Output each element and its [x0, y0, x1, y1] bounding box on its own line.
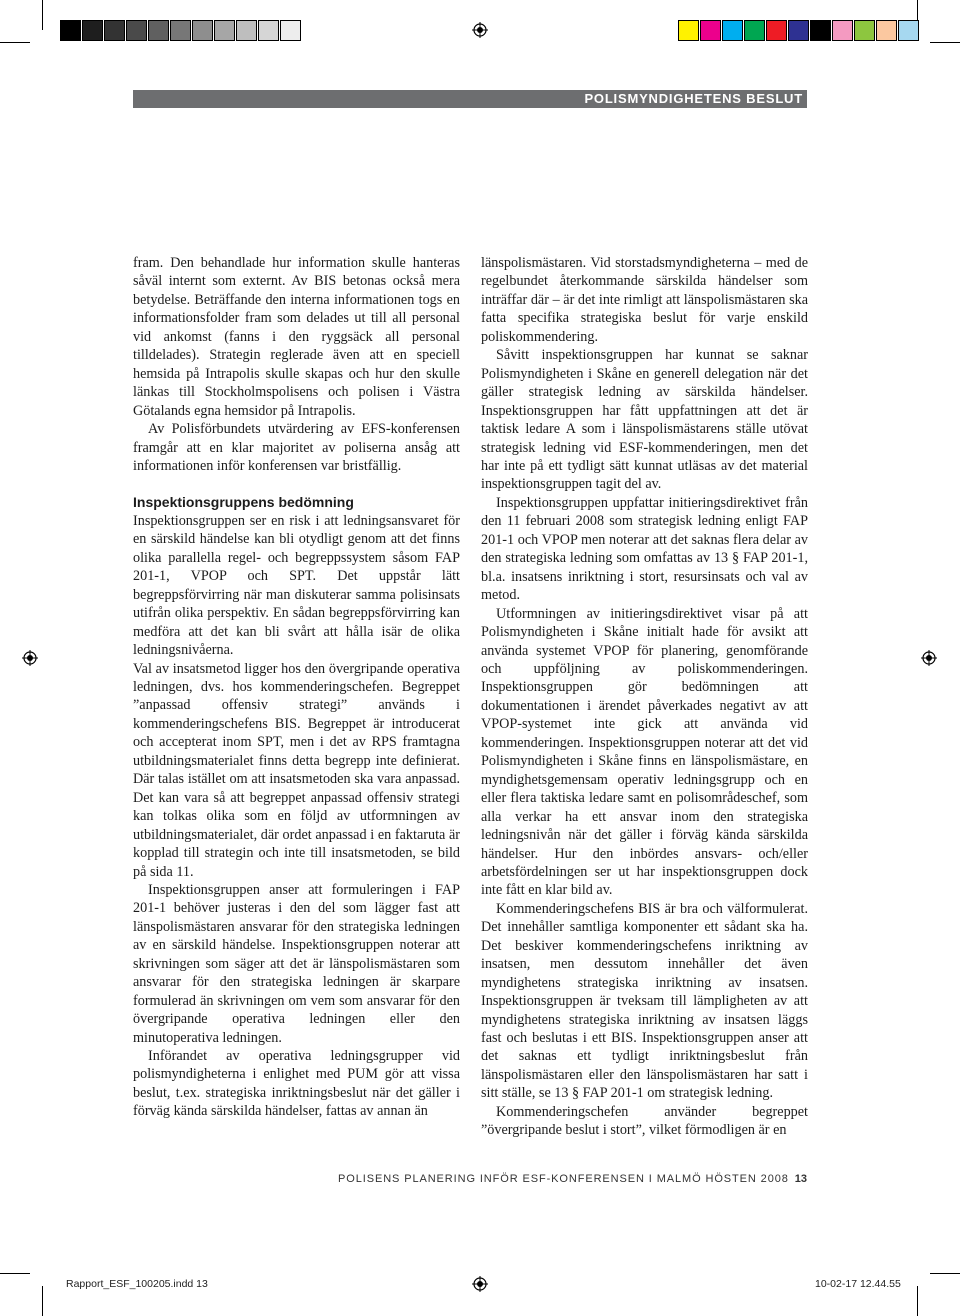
- crop-mark: [42, 0, 43, 30]
- color-swatch: [700, 20, 721, 41]
- crop-mark: [0, 42, 30, 43]
- registration-mark-icon: [472, 22, 488, 38]
- gray-swatch: [104, 20, 125, 41]
- slug-timestamp: 10-02-17 12.44.55: [815, 1278, 901, 1290]
- gray-swatch: [236, 20, 257, 41]
- section-title: POLISMYNDIGHETENS BESLUT: [584, 91, 803, 106]
- left-text-column: [133, 254, 460, 1121]
- paragraph: Inspektionsgruppen anser att formuleringen i FAP 201-1 behöver justeras i den del som lägger fast att länspolismästaren ansvarar för den strategiska ledningen av en särskild händelse. Inspektionsgruppen noterar att skrivningen som säger att det är länspolismästaren som ansvarar för den strategiska ledningen är skarpare formulerad än skrivningen om vem som ansvarar för den övergripande operativa ledningen eller den minutoperativa ledningen.: [133, 881, 460, 1046]
- gray-swatch: [192, 20, 213, 41]
- paragraph: Såvitt inspektionsgruppen har kunnat se saknar Polismyndigheten i Skåne en generell delegation när det gäller strategisk ledning av särskilda händelser. Inspektionsgruppen har fått uppfattningen att det är taktisk ledare A som i länspolismästarens ställe utövat strategisk ledning vid ESF-kommenderingen, men det har inte på ett tydligt sätt kunnat utläsas av det material inspektionsgruppen tagit del av.: [481, 347, 808, 493]
- crop-mark: [0, 1273, 30, 1274]
- paragraph: fram. Den behandlade hur information skulle hanteras såväl internt som externt. Av BIS betonas också mera betydelse. Beträffande den interna informationen togs en informationsfolder fram som delades ut till all personal vid ankomst (fanns i den ryggsäck all personal tilldelades). Strategin reglerade även att en speciell hemsida på Intrapolis skulle skapas och hur den skulle länkas till Stockholmspolisens och polisen i Västra Götalands egna hemsidor på Intrapolis.: [133, 255, 460, 419]
- paragraph: Val av insatsmetod ligger hos den övergripande operativa ledningen, dvs. hos kommenderingschefen. Begreppet ”anpassad offensiv strategi” används i kommenderingschefens BIS. Begreppet är introducerat och accepterat inom SPT, men i det av RPS framtagna utbildningsmaterialet finns detta begrepp inte definierat. Där talas istället om att insatsmetoden ska vara anpassad. Det kan vara så att begreppet anpassad offensiv strategi kan tolkas olika som en följd av utformningen av utbildningsmaterialet, där ordet anpassad i en faktaruta är kopplad till strategin och inte till insatsmetoden, se bild på sida 11.: [133, 660, 460, 880]
- paragraph: Införandet av operativa ledningsgrupper vid polismyndigheterna i enlighet med PUM gör att vissa beslut, t.ex. strategiska inriktningsbeslut när det gäller i förväg kända särskilda händelser, fattas av annan än: [133, 1048, 460, 1120]
- gray-swatch: [214, 20, 235, 41]
- color-swatch: [788, 20, 809, 41]
- running-title: POLISENS PLANERING INFÖR ESF-KONFERENSEN I MALMÖ HÖSTEN 2008: [338, 1173, 789, 1185]
- page-footer: [338, 1173, 807, 1185]
- color-swatch: [854, 20, 875, 41]
- color-swatch: [744, 20, 765, 41]
- crop-mark: [930, 1273, 960, 1274]
- color-swatch: [876, 20, 897, 41]
- gray-swatch: [170, 20, 191, 41]
- color-swatch: [722, 20, 743, 41]
- slug-file-name: Rapport_ESF_100205.indd 13: [66, 1278, 208, 1290]
- registration-mark-icon: [22, 650, 38, 666]
- section-header-band: [133, 90, 807, 108]
- crop-mark: [917, 1286, 918, 1316]
- color-swatch: [810, 20, 831, 41]
- page-number: 13: [794, 1173, 807, 1185]
- paragraph: Kommenderingschefen använder begreppet ”övergripande beslut i stort”, vilket förmodligen är en: [481, 1103, 808, 1139]
- color-swatch: [898, 20, 919, 41]
- registration-mark-icon: [472, 1276, 488, 1292]
- crop-mark: [42, 1286, 43, 1316]
- gray-swatch: [280, 20, 301, 41]
- gray-swatch: [126, 20, 147, 41]
- color-swatch: [832, 20, 853, 41]
- gray-swatch: [60, 20, 81, 41]
- paragraph: länspolismästaren. Vid storstadsmyndigheterna – med de regelbundet återkommande särskilda händelser som inträffar där – är det inte rimligt att länspolismästaren ska fatta specifika strategiska beslut för varje enskild poliskommendering.: [481, 255, 808, 345]
- color-swatch: [678, 20, 699, 41]
- color-swatch: [766, 20, 787, 41]
- paragraph: Av Polisförbundets utvärdering av EFS-konferensen framgår att en klar majoritet av poliserna ansåg att informationen inför konferensen var bristfällig.: [133, 421, 460, 474]
- paragraph: Inspektionsgruppen uppfattar initieringsdirektivet från den 11 februari 2008 som strategisk ledning enligt FAP 201-1 och VPOP men noterar att det saknas flera delar av den strategiska ledning som omfattas av 13 § FAP 201-1, bl.a. insatsens inriktning i stort, resursinsats och val av metod.: [481, 494, 808, 604]
- section-heading: Inspektionsgruppens bedömning: [133, 494, 354, 511]
- right-text-column: [481, 254, 808, 1140]
- paragraph: Kommenderingschefens BIS är bra och välformulerat. Det innehåller samtliga komponenter ett sådant ska ha. Det beskiver kommenderingschefens inriktning av insatsen, men dessutom innehåller det även myndighetens strategiska inriktning av insatsen. Inspektionsgruppen är tveksam till lämpligheten av att myndighetens strategiska inriktning av insatsen läggs fast och beslutas i ett BIS. Inspektionsgruppen anser att det saknas ett tydligt inriktningsbeslut från länspolismästaren eller den länspolismästaren har satt i sitt ställe, se 13 § FAP 201-1 om strategisk ledning.: [481, 900, 808, 1102]
- paragraph: Inspektionsgruppen ser en risk i att ledningsansvaret för en särskild händelse kan bli otydligt genom att det finns olika parallella regel- och begreppssystem såsom FAP 201-1, VPOP och SPT. Det uppstår lätt begreppsförvirring när man diskuterar samma polisinsats utifrån olika perspektiv. En sådan begreppsförvirring kan medföra att det kan bli svårt att hålla isär de olika ledningsnivåerna.: [133, 512, 460, 659]
- crop-mark: [930, 42, 960, 43]
- gray-swatch: [148, 20, 169, 41]
- gray-swatch: [258, 20, 279, 41]
- registration-mark-icon: [921, 650, 937, 666]
- gray-swatch: [82, 20, 103, 41]
- paragraph: Utformningen av initieringsdirektivet visar på att Polismyndigheten i Skåne initialt hade för avsikt att använda systemet VPOP för planering, genomförande och uppföljning av poliskommenderingen. Inspektionsgruppen gör bedömningen att dokumentationen i ärendet påverkades negativt av att VPOP-systemet inte gick att använda vid kommenderingen. Inspektionsgruppen noterar att det vid Polismyndigheten i Skåne finns en länspolismästare, en myndighetsgemensam operativ ledningsgrupp och en eller flera taktiska ledare samt en polisområdeschef, som alla verkar ha ett ansvar inom den strategiska ledningsnivån när det gäller i förväg kända särskilda händelser. Hur den inbördes ansvars- och/eller arbetsfördelningen ser ut har inspektionsgruppen dock inte fått en klar bild av.: [481, 605, 808, 899]
